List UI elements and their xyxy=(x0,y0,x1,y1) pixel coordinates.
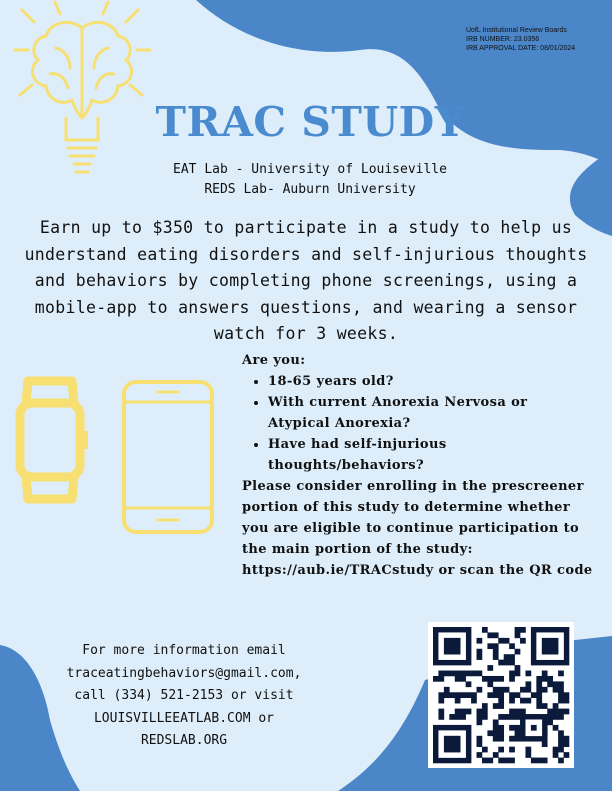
lab-affiliations xyxy=(150,160,470,200)
eligibility-section xyxy=(242,350,594,581)
smartphone-icon xyxy=(120,378,216,536)
irb-approval-date: IRB APPROVAL DATE: 08/01/2024 xyxy=(466,45,576,52)
eat-lab: EAT Lab - University of Louiseville xyxy=(173,162,447,177)
contact-phone[interactable]: call (334) 521-2153 or visit xyxy=(74,688,294,703)
brain-lightbulb-icon xyxy=(10,0,160,185)
eligibility-item-self-injury: • Have had self-injurious thoughts/behaviors? xyxy=(268,434,594,476)
eligibility-item-age: • 18-65 years old? xyxy=(268,371,594,392)
contact-website-redslab[interactable]: REDSLAB.ORG xyxy=(140,733,228,748)
qr-code[interactable] xyxy=(428,622,574,768)
page-title: TRAC STUDY xyxy=(155,98,465,146)
contact-website-eatlab[interactable]: LOUISVILLEEATLAB.COM or xyxy=(93,710,274,726)
eligibility-heading: Are you: xyxy=(242,353,306,368)
irb-number: IRB NUMBER: 23.0356 xyxy=(466,36,540,43)
irb-board: UofL Institutional Review Boards xyxy=(466,27,567,34)
smartwatch-icon xyxy=(10,375,90,505)
eligibility-list xyxy=(242,371,594,476)
contact-email[interactable]: traceatingbehaviors@gmail.com, xyxy=(66,665,302,681)
eligibility-item-anorexia: • With current Anorexia Nervosa or Atypical Anorexia? xyxy=(268,392,594,434)
study-description: Earn up to $350 to participate in a study to help us understand eating disorders and self-injurious thoughts and behaviors by completing phone screenings, using a mobile-app to answers questions, and wearing a sensor watch for 3 weeks. xyxy=(24,218,588,343)
contact-line-1: For more information email xyxy=(82,643,286,658)
irb-stamp xyxy=(466,26,575,53)
reds-lab: REDS Lab- Auburn University xyxy=(204,182,416,197)
contact-info xyxy=(40,640,328,753)
enrollment-instructions: Please consider enrolling in the prescreener portion of this study to determine whether you are eligible to continue participation to the main portion of the study: https://aub.ie/TRACstudy or scan the QR code xyxy=(242,479,593,578)
